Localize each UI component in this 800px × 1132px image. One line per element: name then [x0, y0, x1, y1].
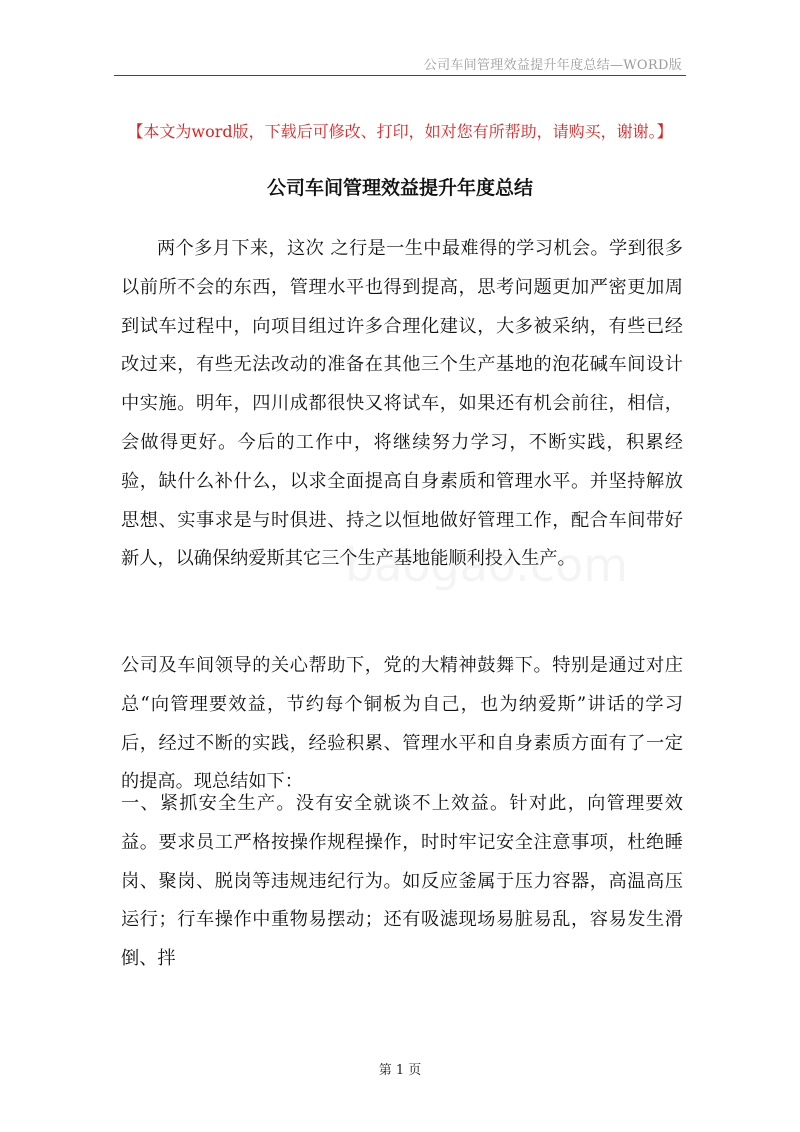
- download-notice: 【本文为word版，下载后可修改、打印，如对您有所帮助，请购买，谢谢。】: [127, 122, 673, 141]
- running-header-title: 公司车间管理效益提升年度总结—WORD版: [423, 58, 682, 73]
- paragraph-intro: 两个多月下来，这次 之行是一生中最难得的学习机会。学到很多以前所不会的东西，管理水平也得到提高，思考问题更加严密更加周到试车过程中，向项目组过许多合理化建议，大多被采纳，有些已经改过来，有些无法改动的准备在其他三个生产基地的泡花碱车间设计中实施。明年，四川成都很快又将试车，如果还有机会前往，相信，会做得更好。今后的工作中，将继续努力学习，不断实践，积累经验，缺什么补什么，以求全面提高自身素质和管理水平。并坚持解放思想、实事求是与时俱进、持之以恒地做好管理工作，配合车间带好新人，以确保纳爱斯其它三个生产基地能顺利投入生产。: [121, 238, 683, 570]
- paragraph-summary: 公司及车间领导的关心帮助下，党的大精神鼓舞下。特别是通过对庄总“向管理要效益，节约每个铜板为自己，也为纳爱斯”讲话的学习后，经过不断的实践，经验积累、管理水平和自身素质方面有了一定的提高。现总结如下：: [121, 655, 683, 793]
- page-number: 第 1 页: [378, 1063, 422, 1078]
- paragraph-safety: 一、紧抓安全生产。没有安全就谈不上效益。针对此，向管理要效益。要求员工严格按操作规程操作，时时牢记安全注意事项，杜绝睡岗、聚岗、脱岗等违规违纪行为。如反应釜属于压力容器，高温高压运行；行车操作中重物易摆动；还有吸滤现场易脏易乱，容易发生滑倒、拌: [121, 793, 683, 970]
- document-title: 公司车间管理效益提升年度总结: [266, 177, 533, 199]
- header-divider: [114, 75, 686, 76]
